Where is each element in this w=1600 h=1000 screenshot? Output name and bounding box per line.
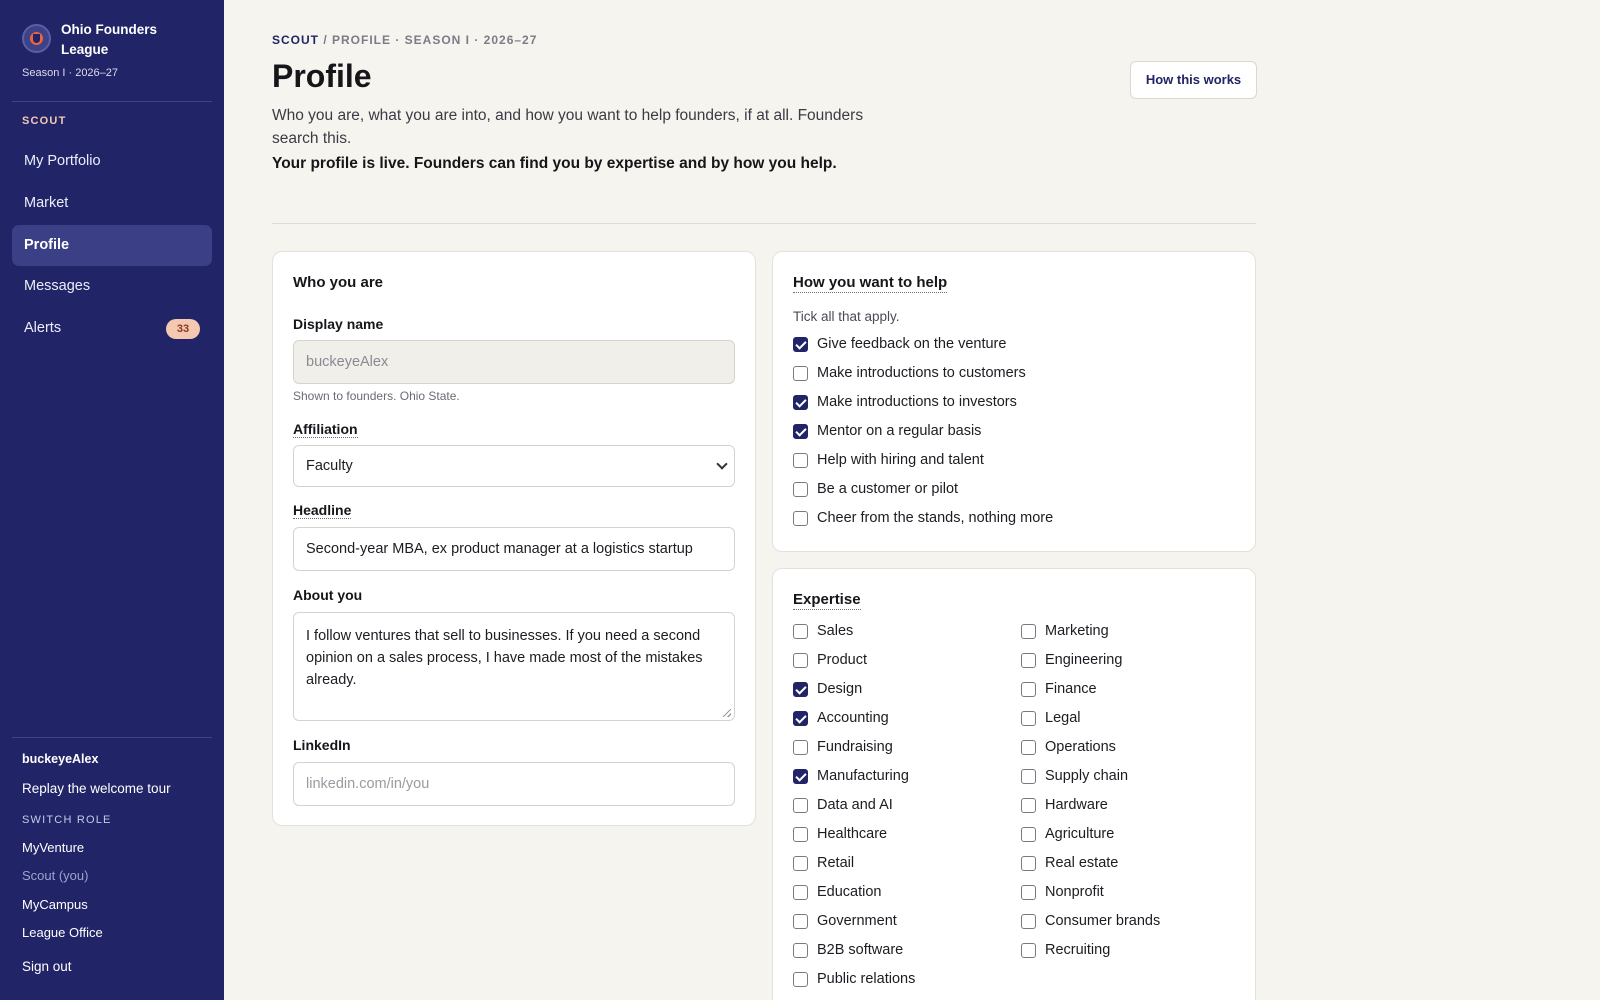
checkbox-label: Accounting: [817, 710, 889, 726]
checkbox-label: Agriculture: [1045, 826, 1115, 842]
checkbox-label: Manufacturing: [817, 768, 909, 784]
checkbox-label: Cheer from the stands, nothing more: [817, 510, 1054, 526]
profile-live-status: Your profile is live. Founders can find you by expertise and by how you help.: [272, 155, 837, 172]
checkbox-label: Data and AI: [817, 797, 893, 813]
expertise-legal[interactable]: [1021, 708, 1080, 728]
role-scout-current: Scout (you): [22, 868, 89, 883]
checkbox-label: Supply chain: [1045, 768, 1129, 784]
checkbox-checked-icon[interactable]: [793, 395, 808, 410]
checkbox-unchecked-icon[interactable]: [1021, 653, 1036, 668]
expertise-fundraising[interactable]: [793, 737, 893, 757]
checkbox-label: Help with hiring and talent: [817, 452, 984, 468]
checkbox-label: Marketing: [1045, 623, 1109, 639]
alerts-count-badge: 33: [166, 319, 200, 339]
checkbox-label: Make introductions to investors: [817, 394, 1017, 410]
checkbox-label: Healthcare: [817, 826, 888, 842]
linkedin-label: LinkedIn: [293, 737, 351, 753]
sidebar: [0, 0, 224, 1000]
checkbox-unchecked-icon[interactable]: [793, 453, 808, 468]
help-option-make-introductions-to-customers[interactable]: [793, 363, 1026, 383]
expertise-recruiting[interactable]: [1021, 940, 1110, 960]
expertise-public-relations[interactable]: [793, 969, 915, 989]
brand-name: Ohio Founders League: [61, 22, 157, 57]
expertise-operations[interactable]: [1021, 737, 1116, 757]
sidebar-item-label: My Portfolio: [24, 153, 101, 169]
checkbox-unchecked-icon[interactable]: [793, 366, 808, 381]
expertise-supply-chain[interactable]: [1021, 766, 1128, 786]
checkbox-label: Consumer brands: [1045, 913, 1161, 929]
checkbox-unchecked-icon[interactable]: [1021, 943, 1036, 958]
checkbox-label: Finance: [1045, 681, 1097, 697]
how-this-works-button[interactable]: How this works: [1130, 61, 1257, 99]
help-option-help-with-hiring-and-talent[interactable]: [793, 450, 984, 470]
affiliation-select[interactable]: [293, 445, 735, 487]
checkbox-label: Fundraising: [817, 739, 893, 755]
expertise-agriculture[interactable]: [1021, 824, 1114, 844]
breadcrumb-role[interactable]: SCOUT: [272, 33, 319, 47]
checkbox-label: Operations: [1045, 739, 1116, 755]
checkbox-unchecked-icon[interactable]: [793, 653, 808, 668]
checkbox-unchecked-icon[interactable]: [1021, 769, 1036, 784]
checkbox-label: Retail: [817, 855, 855, 871]
expertise-b2b-software[interactable]: [793, 940, 903, 960]
role-league-office-link[interactable]: League Office: [22, 925, 103, 940]
expertise-title: Expertise: [793, 591, 861, 608]
sidebar-section-label: SCOUT: [22, 115, 67, 127]
expertise-card: [772, 568, 1256, 1000]
checkbox-unchecked-icon[interactable]: [1021, 711, 1036, 726]
expertise-finance[interactable]: [1021, 679, 1097, 699]
how-you-want-to-help-card: [772, 251, 1256, 552]
who-you-are-title: Who you are: [293, 274, 384, 291]
help-option-make-introductions-to-investors[interactable]: [793, 392, 1017, 412]
help-option-cheer-from-the-stands-nothing-more[interactable]: [793, 508, 1053, 528]
expertise-healthcare[interactable]: [793, 824, 887, 844]
expertise-data-and-ai[interactable]: [793, 795, 893, 815]
sidebar-divider: [12, 737, 212, 738]
expertise-marketing[interactable]: [1021, 621, 1109, 641]
resize-grip-icon[interactable]: [723, 709, 731, 717]
checkbox-label: Recruiting: [1045, 942, 1111, 958]
breadcrumb: [272, 33, 537, 47]
checkbox-label: B2B software: [817, 942, 904, 958]
checkbox-unchecked-icon[interactable]: [793, 482, 808, 497]
checkbox-label: Design: [817, 681, 863, 697]
checkbox-label: Be a customer or pilot: [817, 481, 959, 497]
affiliation-value: Faculty: [306, 458, 353, 474]
headline-label: Headline: [293, 502, 352, 518]
expertise-education[interactable]: [793, 882, 882, 902]
league-logo-icon: [22, 24, 51, 53]
replay-tour-link[interactable]: Replay the welcome tour: [22, 781, 171, 796]
checkbox-unchecked-icon[interactable]: [793, 511, 808, 526]
checkbox-label: Engineering: [1045, 652, 1123, 668]
checkbox-label: Legal: [1045, 710, 1081, 726]
checkbox-label: Mentor on a regular basis: [817, 423, 982, 439]
current-username: buckeyeAlex: [22, 752, 99, 766]
expertise-retail[interactable]: [793, 853, 854, 873]
about-label: About you: [293, 587, 363, 603]
role-myventure-link[interactable]: MyVenture: [22, 840, 85, 855]
sidebar-item-label: Market: [24, 195, 69, 211]
checkbox-unchecked-icon[interactable]: [793, 798, 808, 813]
expertise-nonprofit[interactable]: [1021, 882, 1104, 902]
checkbox-label: Government: [817, 913, 897, 929]
expertise-manufacturing[interactable]: [793, 766, 909, 786]
checkbox-checked-icon[interactable]: [793, 337, 808, 352]
role-mycampus-link[interactable]: MyCampus: [22, 897, 88, 912]
breadcrumb-trail: / PROFILE · SEASON I · 2026–27: [319, 33, 538, 47]
expertise-accounting[interactable]: [793, 708, 889, 728]
about-value: I follow ventures that sell to businesses. If you need a second opinion on a sales process, I have made most of the mistakes already.: [306, 628, 703, 688]
checkbox-label: Real estate: [1045, 855, 1119, 871]
expertise-sales[interactable]: [793, 621, 853, 641]
sidebar-item-profile[interactable]: [12, 225, 212, 266]
sidebar-item-my-portfolio[interactable]: [12, 141, 212, 182]
header-divider: [272, 223, 1256, 224]
checkbox-unchecked-icon[interactable]: [793, 827, 808, 842]
checkbox-unchecked-icon[interactable]: [1021, 740, 1036, 755]
sidebar-item-messages[interactable]: [12, 266, 212, 307]
help-option-mentor-on-a-regular-basis[interactable]: [793, 421, 981, 441]
display-name-value: buckeyeAlex: [306, 354, 389, 370]
checkbox-unchecked-icon[interactable]: [793, 624, 808, 639]
checkbox-checked-icon[interactable]: [793, 769, 808, 784]
help-option-give-feedback-on-the-venture[interactable]: [793, 334, 1006, 354]
checkbox-unchecked-icon[interactable]: [793, 914, 808, 929]
sidebar-divider: [12, 101, 212, 102]
sidebar-item-label: Alerts: [24, 320, 62, 336]
expertise-engineering[interactable]: [1021, 650, 1122, 670]
page-description: Who you are, what you are into, and how you want to help founders, if at all. Founders search this.: [272, 107, 864, 147]
expertise-hardware[interactable]: [1021, 795, 1108, 815]
checkbox-unchecked-icon[interactable]: [793, 943, 808, 958]
expertise-government[interactable]: [793, 911, 897, 931]
checkbox-unchecked-icon[interactable]: [793, 740, 808, 755]
switch-role-label: SWITCH ROLE: [22, 814, 112, 826]
checkbox-label: Public relations: [817, 971, 916, 987]
checkbox-unchecked-icon[interactable]: [1021, 856, 1036, 871]
checkbox-unchecked-icon[interactable]: [793, 972, 808, 987]
checkbox-checked-icon[interactable]: [793, 424, 808, 439]
help-option-be-a-customer-or-pilot[interactable]: [793, 479, 958, 499]
help-title: How you want to help: [793, 274, 948, 291]
sign-out-link[interactable]: Sign out: [22, 959, 72, 974]
sidebar-item-market[interactable]: [12, 183, 212, 224]
linkedin-input[interactable]: [293, 762, 735, 806]
checkbox-unchecked-icon[interactable]: [1021, 682, 1036, 697]
checkbox-checked-icon[interactable]: [793, 711, 808, 726]
display-name-label: Display name: [293, 316, 384, 332]
expertise-design[interactable]: [793, 679, 862, 699]
checkbox-unchecked-icon[interactable]: [1021, 885, 1036, 900]
linkedin-placeholder: linkedin.com/in/you: [306, 776, 430, 792]
checkbox-unchecked-icon[interactable]: [1021, 798, 1036, 813]
checkbox-unchecked-icon[interactable]: [1021, 827, 1036, 842]
about-textarea[interactable]: [293, 612, 735, 721]
expertise-product[interactable]: [793, 650, 867, 670]
checkbox-unchecked-icon[interactable]: [1021, 914, 1036, 929]
expertise-real-estate[interactable]: [1021, 853, 1118, 873]
checkbox-checked-icon[interactable]: [793, 682, 808, 697]
checkbox-label: Sales: [817, 623, 854, 639]
brand-season: Season I · 2026–27: [22, 67, 119, 79]
checkbox-label: Nonprofit: [1045, 884, 1104, 900]
checkbox-unchecked-icon[interactable]: [1021, 624, 1036, 639]
display-name-field: [293, 340, 735, 384]
sidebar-item-label: Messages: [24, 278, 91, 294]
who-you-are-card: [272, 251, 756, 826]
checkbox-label: Give feedback on the venture: [817, 336, 1007, 352]
checkbox-label: Product: [817, 652, 867, 668]
headline-value: Second-year MBA, ex product manager at a logistics startup: [306, 541, 693, 557]
page-title: Profile: [272, 58, 372, 94]
help-subtitle: Tick all that apply.: [793, 309, 900, 324]
headline-input[interactable]: [293, 527, 735, 571]
checkbox-label: Education: [817, 884, 882, 900]
checkbox-unchecked-icon[interactable]: [793, 856, 808, 871]
checkbox-label: Hardware: [1045, 797, 1108, 813]
sidebar-item-alerts[interactable]: [12, 308, 212, 349]
affiliation-label: Affiliation: [293, 421, 358, 437]
expertise-consumer-brands[interactable]: [1021, 911, 1160, 931]
display-name-hint: Shown to founders. Ohio State.: [293, 389, 460, 403]
chevron-down-icon: [716, 458, 727, 469]
checkbox-label: Make introductions to customers: [817, 365, 1026, 381]
checkbox-unchecked-icon[interactable]: [793, 885, 808, 900]
sidebar-item-label: Profile: [24, 237, 70, 253]
